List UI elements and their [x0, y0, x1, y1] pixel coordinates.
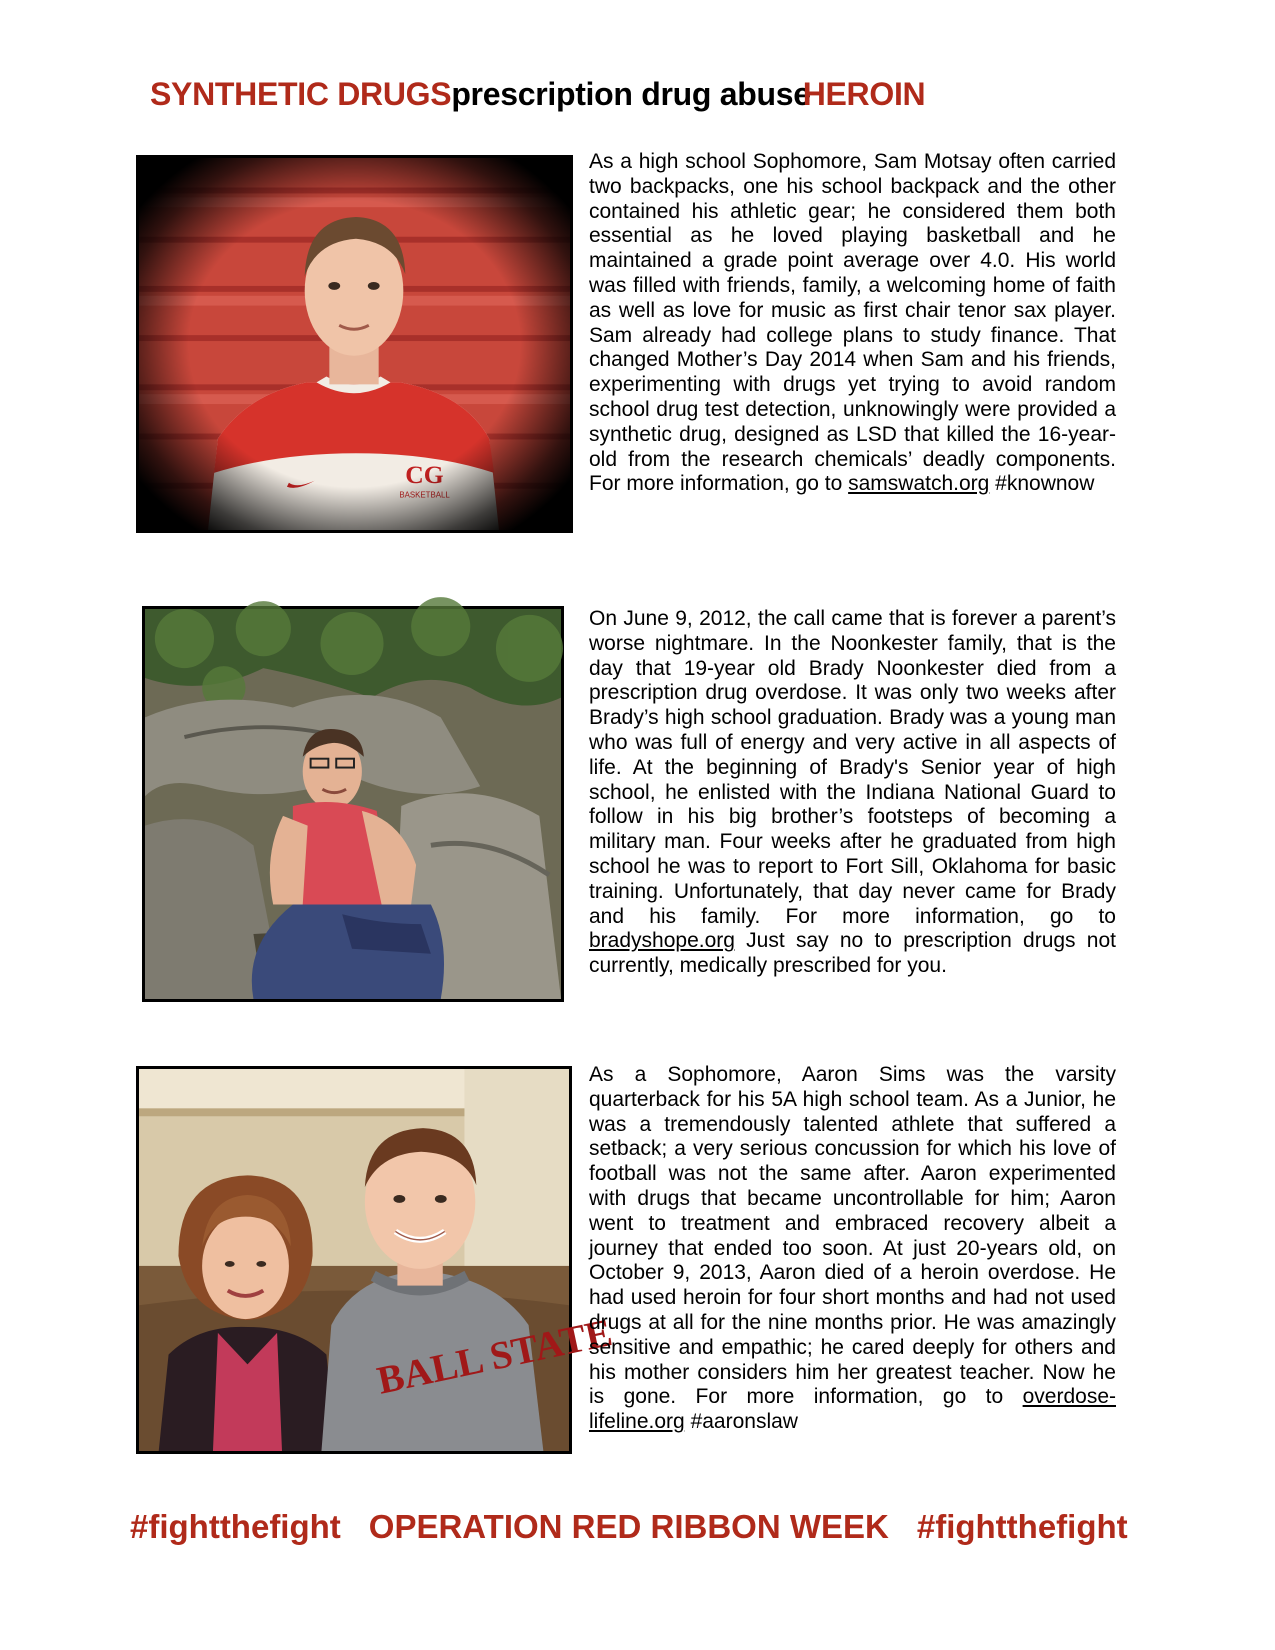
story-brady-noonkester [589, 607, 1116, 979]
link-overdose-lifeline[interactable]: overdose-lifeline.org [589, 1385, 1116, 1434]
story-1-after: #knownow [989, 472, 1095, 496]
header-prescription-drug-abuse: prescription drug abuse [451, 76, 811, 112]
footer-hashtag-left: #fightthefight [130, 1508, 341, 1545]
story-sam-motsay [589, 150, 1116, 497]
photo-aaron-sims [136, 1066, 616, 1454]
page-header [150, 76, 925, 113]
story-aaron-sims [589, 1063, 1116, 1435]
story-3-text: As a Sophomore, Aaron Sims was the varsity quarterback for his 5A high school team. As a Junior, he was a tremendously talented athlete that suffered a setback; a very serious concussion for which his love of football was not the same after. Aaron experimented with drugs that became uncontrollable for him; Aaron went to treatment and embraced recovery albeit a journey that ended too soon. At just 20-years old, on October 9, 2013, Aaron died of a heroin overdose. He had used heroin for four short months and had not used drugs at all for the nine months prior. He was amazingly sensitive and empathic; he cared deeply for others and his mother considers him her greatest teacher. Now he is gone. For more information, go to [589, 1063, 1116, 1409]
header-synthetic-drugs: SYNTHETIC DRUGS [150, 76, 452, 112]
story-2-after: Just say no to prescription drugs not currently, medically prescribed for you. [589, 929, 1116, 978]
story-3-after: #aaronslaw [684, 1410, 798, 1434]
story-2-text: On June 9, 2012, the call came that is forever a parent’s worse nightmare. In the Noonkester family, that is the day that 19-year old Brady Noonkester died from a prescription drug overdose. It was only two weeks after Brady’s high school graduation. Brady was a young man who was full of energy and very active in all aspects of life. At the beginning of Brady's Senior year of high school, he enlisted with the Indiana National Guard to follow in his big brother’s footsteps of becoming a military man. Four weeks after he graduated from high school he was to report to Fort Sill, Oklahoma for basic training. Unfortunately, that day never came for Brady and his family. For more information, go to [589, 607, 1116, 928]
photo-brady-noonkester [142, 606, 564, 1002]
footer-hashtag-right: #fightthefight [916, 1508, 1128, 1545]
page-footer [130, 1508, 1128, 1546]
footer-operation-red-ribbon-week: OPERATION RED RIBBON WEEK [368, 1508, 889, 1545]
story-1-text: As a high school Sophomore, Sam Motsay often carried two backpacks, one his school backpack and the other contained his athletic gear; he considered them both essential as he loved playing basketball and he maintained a grade point average over 4.0. His world was filled with friends, family, a welcoming home of faith as well as love for music as first chair tenor sax player. Sam already had college plans to study finance. That changed Mother’s Day 2014 when Sam and his friends, experimenting with drugs yet trying to avoid random school drug test detection, unknowingly were provided a synthetic drug, designed as LSD that killed the 16-year-old from the research chemicals’ deadly components. For more information, go to [589, 150, 1116, 496]
header-heroin: HEROIN [802, 76, 926, 112]
link-samswatch[interactable]: samswatch.org [848, 472, 990, 496]
p3-shirt-text: BALL STATE [373, 1310, 616, 1403]
photo-sam-motsay [136, 155, 573, 533]
link-bradyshope[interactable]: bradyshope.org [589, 929, 735, 953]
